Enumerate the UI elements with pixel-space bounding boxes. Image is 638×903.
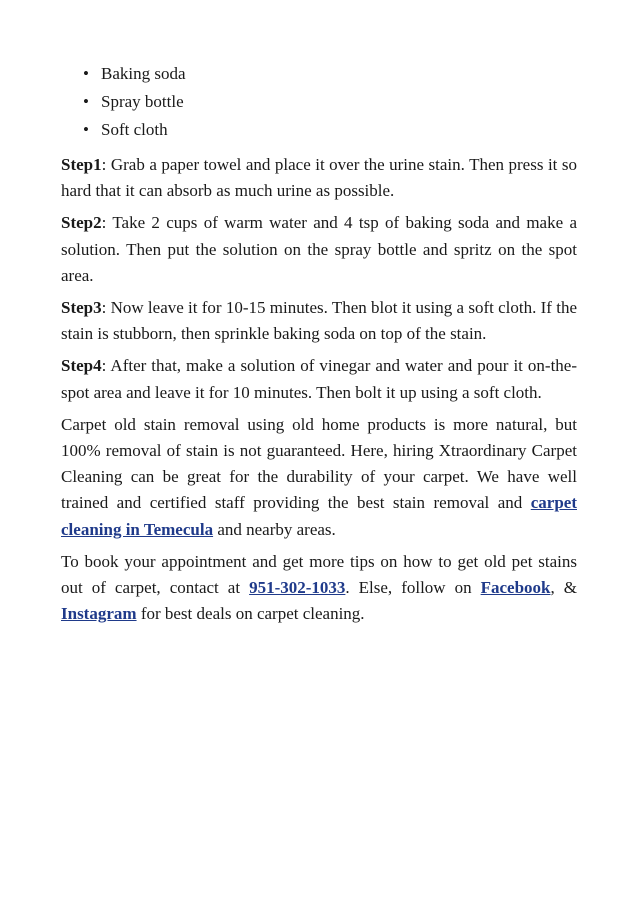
bullet-icon: •: [83, 92, 89, 111]
closing-paragraph: [61, 412, 577, 543]
list-item-text: Baking soda: [101, 64, 186, 83]
step-1-paragraph: [61, 152, 577, 204]
step-2-paragraph: [61, 210, 577, 289]
contact-text-mid: . Else, follow on: [345, 578, 481, 598]
step-label: Step2: [61, 213, 102, 233]
contact-text-end: for best deals on carpet cleaning.: [136, 604, 365, 624]
contact-text: To book your appointment and get more tips on how to get old pet stains out of carpet, contact at: [61, 551, 577, 598]
step-4-paragraph: [61, 353, 577, 405]
list-item-text: Spray bottle: [101, 92, 184, 111]
document-content: [61, 60, 577, 627]
phone-link[interactable]: 951-302-1033: [249, 578, 346, 598]
instagram-link[interactable]: Instagram: [61, 604, 137, 624]
step-text: : Take 2 cups of warm water and 4 tsp of baking soda and make a solution. Then put the solution on the spray bottle and spritz on the spot area.: [61, 213, 577, 285]
step-label: Step4: [61, 356, 102, 376]
closing-text-end: and nearby areas.: [213, 519, 336, 539]
facebook-link[interactable]: Facebook: [480, 578, 551, 598]
closing-text: Carpet old stain removal using old home products is more natural, but 100% removal of stain is not guaranteed. Here, hiring Xtraordinary Carpet Cleaning can be great for the durability of your carpet. We have well trained and certified staff providing the best stain removal and: [61, 414, 577, 513]
step-text: : Grab a paper towel and place it over the urine stain. Then press it so hard that it can absorb as much urine as possible.: [61, 155, 577, 201]
contact-paragraph: [61, 549, 577, 628]
step-label: Step1: [61, 155, 102, 174]
list-item: [83, 60, 577, 88]
materials-list: [61, 60, 577, 144]
separator-text: , &: [550, 578, 577, 598]
carpet-cleaning-link[interactable]: carpet cleaning in Temecula: [61, 493, 577, 539]
bullet-icon: •: [83, 120, 89, 139]
step-label: Step3: [61, 298, 102, 318]
list-item: [83, 88, 577, 116]
step-text: : After that, make a solution of vinegar and water and pour it on-the-spot area and leave it for 10 minutes. Then bolt it up using a soft cloth.: [61, 356, 577, 402]
list-item: [83, 116, 577, 144]
list-item-text: Soft cloth: [101, 120, 168, 139]
step-text: : Now leave it for 10-15 minutes. Then blot it using a soft cloth. If the stain is stubborn, then sprinkle baking soda on top of the stain.: [61, 298, 577, 344]
bullet-icon: •: [83, 64, 89, 83]
step-3-paragraph: [61, 295, 577, 347]
